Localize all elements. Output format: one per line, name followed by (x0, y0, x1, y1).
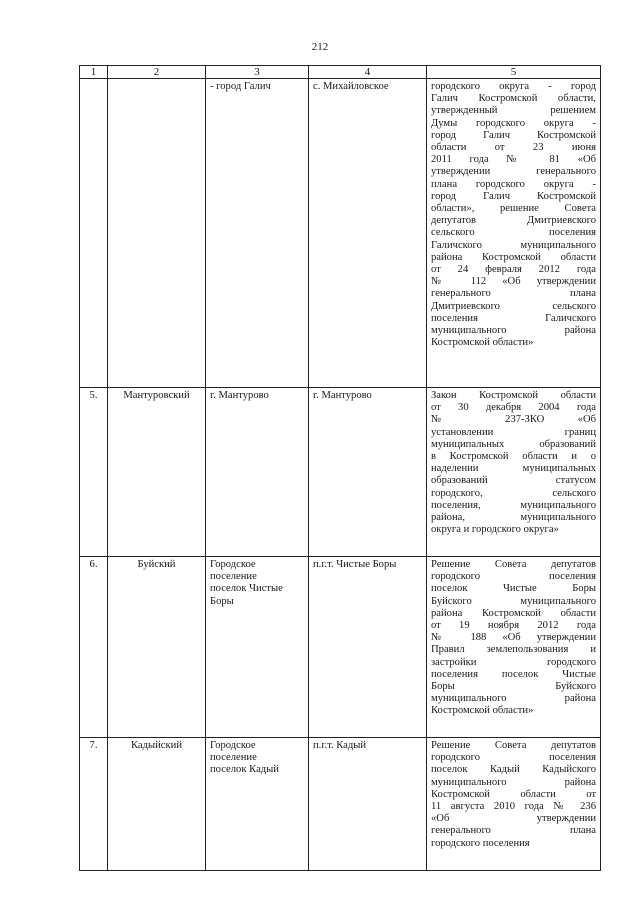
text-line: № 112 «Об утверждении (431, 276, 596, 288)
text-line: городского поселения (431, 837, 530, 849)
text-line: в Костромской области и о (431, 451, 596, 463)
text-line: Боры (210, 595, 234, 607)
table-row (80, 557, 601, 738)
text-line: поселения поселок Чистые (431, 668, 596, 680)
text-line: округа и городского округа» (431, 524, 559, 536)
text-line: генерального плана (431, 825, 596, 837)
table-header-row (80, 66, 601, 79)
text-line: поселения Галичского (431, 312, 596, 324)
settlement-cell (206, 557, 309, 738)
text-line: Закон Костромской области (431, 390, 596, 401)
text-line: город Галич Костромской (431, 190, 596, 202)
text-line: городского, сельского (431, 487, 596, 499)
column-header: 3 (206, 66, 309, 79)
settlement-cell: г. Мантурово (206, 388, 309, 557)
table-row (80, 79, 601, 388)
column-header: 1 (80, 66, 108, 79)
admin-center-cell: п.г.т. Чистые Боры (309, 557, 427, 738)
text-line: генерального плана (431, 288, 596, 300)
text-line: город Галич Костромской (431, 129, 596, 141)
text-line: Правил землепользования и (431, 644, 596, 656)
row-number (80, 79, 108, 388)
text-line: Городское (210, 559, 256, 570)
text-line: застройки городского (431, 656, 596, 668)
text-line: 11 августа 2010 года № 236 (431, 801, 596, 813)
text-line: района Костромской области (431, 607, 596, 619)
district-cell: Кадыйский (108, 738, 206, 871)
text-line: Городское (210, 740, 256, 751)
admin-center-cell: с. Михайловское (309, 79, 427, 388)
text-line: Галичского муниципального (431, 239, 596, 251)
text-line: поселок Кадый (210, 764, 279, 776)
text-line: поселок Чистые Боры (431, 583, 596, 595)
text-line: утвержденный решением (431, 105, 596, 117)
page-number: 212 (311, 41, 329, 53)
text-line: поселения, муниципального (431, 499, 596, 511)
text-line: Решение Совета депутатов (431, 559, 596, 570)
text-line: наделении муниципальных (431, 463, 596, 475)
row-number: 6. (80, 557, 108, 738)
text-line: поселение (210, 752, 257, 764)
column-header: 5 (427, 66, 601, 79)
column-header: 2 (108, 66, 206, 79)
row-number: 5. (80, 388, 108, 557)
admin-center-cell: г. Мантурово (309, 388, 427, 557)
text-line: Боры Буйского (431, 681, 596, 693)
document-cell (427, 79, 601, 388)
settlements-table (79, 65, 601, 871)
text-line: поселок Чистые (210, 583, 283, 595)
text-line: муниципального района (431, 693, 596, 705)
settlement-cell (206, 738, 309, 871)
column-header: 4 (309, 66, 427, 79)
text-line: муниципального района (431, 776, 596, 788)
text-line: Дмитриевского сельского (431, 300, 596, 312)
text-line: сельского поселения (431, 227, 596, 239)
text-line: образований статусом (431, 475, 596, 487)
text-line: от 19 ноября 2012 года (431, 620, 596, 632)
text-line: от 30 декабря 2004 года (431, 402, 596, 414)
text-line: района, муниципального (431, 512, 596, 524)
text-line: городского поселения (431, 571, 596, 583)
text-line: № 188 «Об утверждении (431, 632, 596, 644)
text-line: муниципальных образований (431, 438, 596, 450)
district-cell: Мантуровский (108, 388, 206, 557)
table-row (80, 738, 601, 871)
text-line: 2011 года № 81 «Об (431, 154, 596, 166)
admin-center-cell: п.г.т. Кадый (309, 738, 427, 871)
table-row (80, 388, 601, 557)
text-line: Костромской области» (431, 705, 534, 717)
text-line: области», решение Совета (431, 203, 596, 215)
district-cell (108, 79, 206, 388)
document-cell (427, 388, 601, 557)
district-cell: Буйский (108, 557, 206, 738)
text-line: Буйского муниципального (431, 595, 596, 607)
text-line: утверждении генерального (431, 166, 596, 178)
text-line: городского поселения (431, 752, 596, 764)
text-line: Костромской области от (431, 788, 596, 800)
text-line: Думы городского округа - (431, 117, 596, 129)
text-line: поселок Кадый Кадыйского (431, 764, 596, 776)
text-line: поселение (210, 571, 257, 583)
settlement-cell: - город Галич (206, 79, 309, 388)
text-line: муниципального района (431, 325, 596, 337)
text-line: Костромской области» (431, 337, 534, 349)
document-cell (427, 557, 601, 738)
row-number: 7. (80, 738, 108, 871)
text-line: депутатов Дмитриевского (431, 215, 596, 227)
text-line: плана городского округа - (431, 178, 596, 190)
text-line: № 237-ЗКО «Об (431, 414, 596, 426)
text-line: Решение Совета депутатов (431, 740, 596, 751)
text-line: области от 23 июня (431, 142, 596, 154)
text-line: городского округа - город (431, 81, 596, 92)
text-line: района Костромской области (431, 251, 596, 263)
text-line: установлении границ (431, 426, 596, 438)
text-line: Галич Костромской области, (431, 93, 596, 105)
text-line: от 24 февраля 2012 года (431, 264, 596, 276)
document-cell (427, 738, 601, 871)
text-line: «Об утверждении (431, 813, 596, 825)
